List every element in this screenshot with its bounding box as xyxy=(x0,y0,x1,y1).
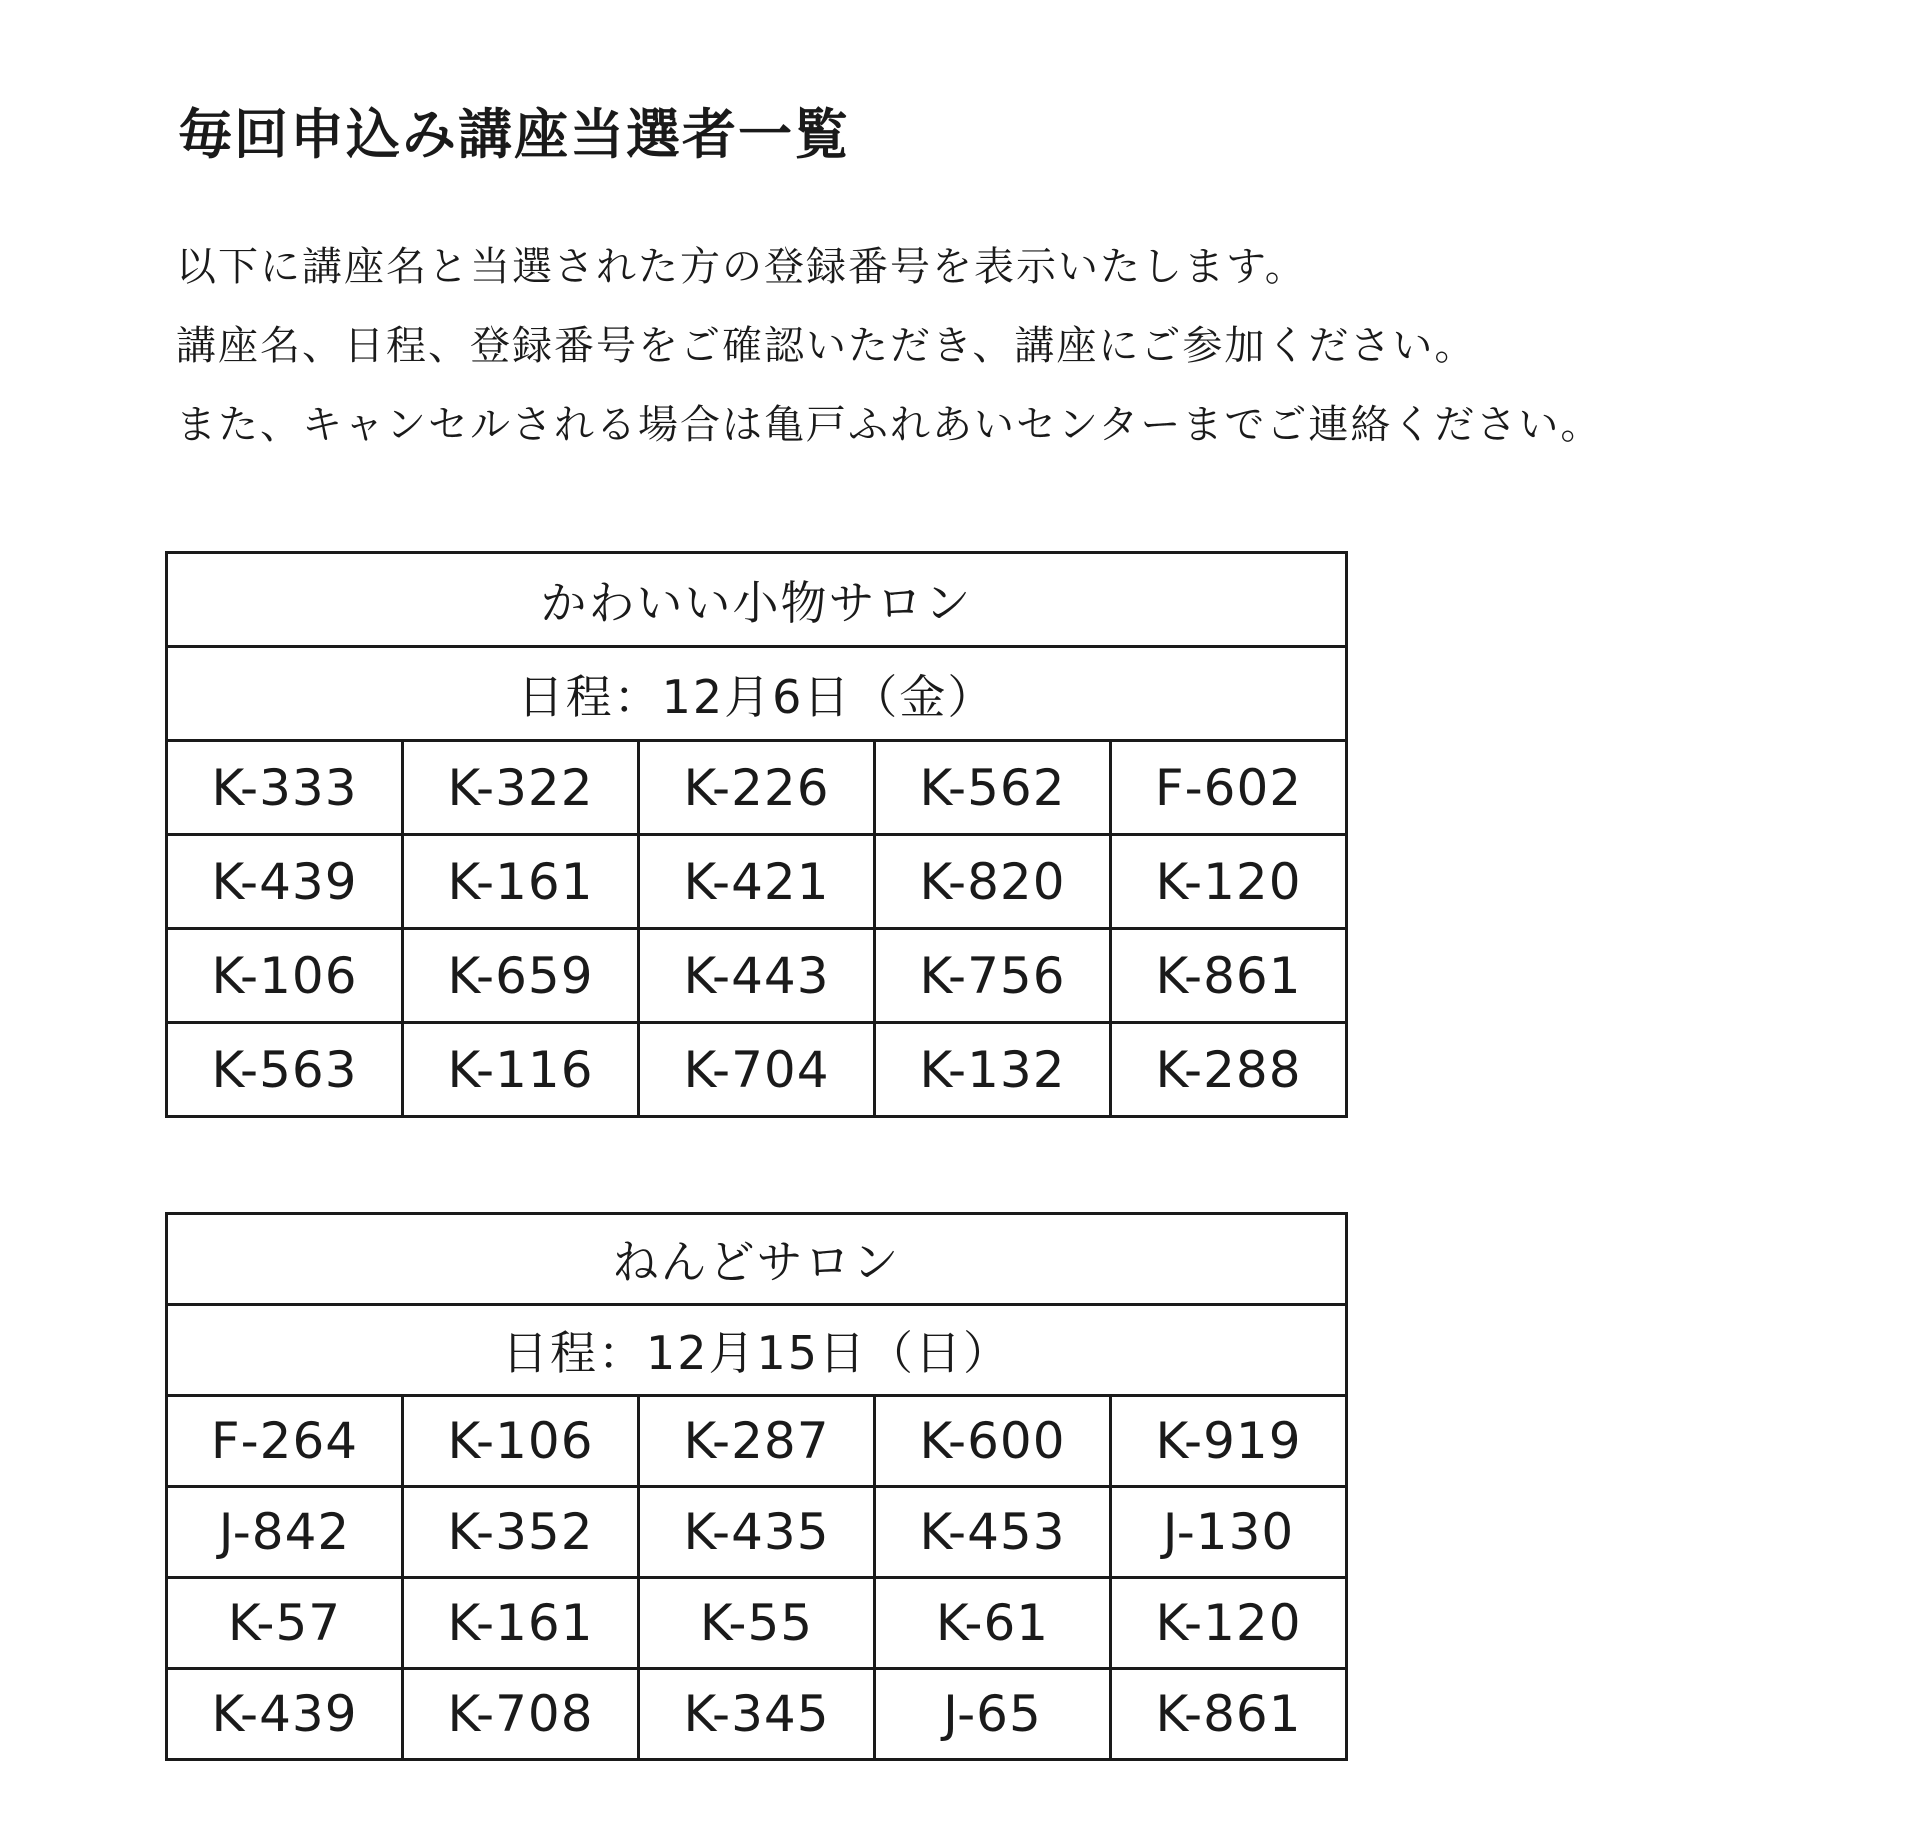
registration-number: K-756 xyxy=(875,929,1111,1023)
registration-number: K-161 xyxy=(403,835,639,929)
registration-number: K-55 xyxy=(639,1578,875,1669)
registration-number: K-708 xyxy=(403,1669,639,1760)
intro-line: 以下に講座名と当選された方の登録番号を表示いたします。 xyxy=(176,244,1307,290)
registration-number: K-352 xyxy=(403,1487,639,1578)
registration-number: K-345 xyxy=(639,1669,875,1760)
page-title: 毎回申込み講座当選者一覧 xyxy=(178,103,850,166)
registration-number: K-439 xyxy=(167,835,403,929)
course-name: ねんどサロン xyxy=(167,1214,1347,1305)
registration-number: K-435 xyxy=(639,1487,875,1578)
registration-number: K-421 xyxy=(639,835,875,929)
table-row xyxy=(167,1023,1347,1117)
winners-table-kawaii-komono xyxy=(165,551,1348,1118)
registration-number: K-61 xyxy=(875,1578,1111,1669)
registration-number: K-600 xyxy=(875,1396,1111,1487)
table-row xyxy=(167,929,1347,1023)
registration-number: J-130 xyxy=(1111,1487,1347,1578)
registration-number: K-226 xyxy=(639,741,875,835)
table-row xyxy=(167,1487,1347,1578)
intro-line: また、キャンセルされる場合は亀戸ふれあいセンターまでご連絡ください。 xyxy=(176,402,1603,448)
table-row xyxy=(167,1396,1347,1487)
registration-number: K-116 xyxy=(403,1023,639,1117)
registration-number: F-602 xyxy=(1111,741,1347,835)
course-name-row xyxy=(167,553,1347,647)
registration-number: K-443 xyxy=(639,929,875,1023)
registration-number: F-264 xyxy=(167,1396,403,1487)
registration-number: J-65 xyxy=(875,1669,1111,1760)
registration-number: K-57 xyxy=(167,1578,403,1669)
table-row xyxy=(167,1669,1347,1760)
registration-number: K-333 xyxy=(167,741,403,835)
course-name: かわいい小物サロン xyxy=(167,553,1347,647)
course-date-row xyxy=(167,647,1347,741)
registration-number: K-322 xyxy=(403,741,639,835)
registration-number: K-439 xyxy=(167,1669,403,1760)
table-row xyxy=(167,741,1347,835)
course-name-row xyxy=(167,1214,1347,1305)
course-date-row xyxy=(167,1305,1347,1396)
registration-number: K-132 xyxy=(875,1023,1111,1117)
registration-number: K-659 xyxy=(403,929,639,1023)
registration-number: K-161 xyxy=(403,1578,639,1669)
table-row xyxy=(167,835,1347,929)
registration-number: K-120 xyxy=(1111,835,1347,929)
registration-number: K-106 xyxy=(167,929,403,1023)
registration-number: K-288 xyxy=(1111,1023,1347,1117)
course-date: 日程：12月6日（金） xyxy=(167,647,1347,741)
course-date: 日程：12月15日（日） xyxy=(167,1305,1347,1396)
registration-number: K-704 xyxy=(639,1023,875,1117)
registration-number: K-861 xyxy=(1111,1669,1347,1760)
registration-number: K-919 xyxy=(1111,1396,1347,1487)
registration-number: K-453 xyxy=(875,1487,1111,1578)
registration-number: K-562 xyxy=(875,741,1111,835)
registration-number: J-842 xyxy=(167,1487,403,1578)
registration-number: K-287 xyxy=(639,1396,875,1487)
intro-line: 講座名、日程、登録番号をご確認いただき、講座にご参加ください。 xyxy=(176,323,1477,369)
registration-number: K-861 xyxy=(1111,929,1347,1023)
registration-number: K-563 xyxy=(167,1023,403,1117)
winners-table-nendo xyxy=(165,1212,1348,1761)
intro-text xyxy=(176,228,1602,465)
table-row xyxy=(167,1578,1347,1669)
registration-number: K-120 xyxy=(1111,1578,1347,1669)
registration-number: K-106 xyxy=(403,1396,639,1487)
registration-number: K-820 xyxy=(875,835,1111,929)
